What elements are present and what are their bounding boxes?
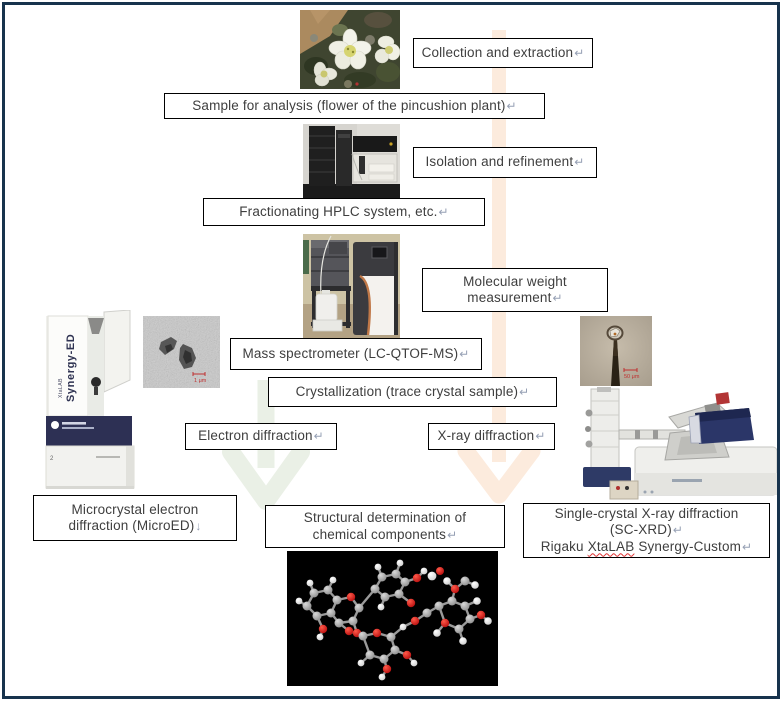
label-text: (SC-XRD) [609, 522, 672, 538]
paragraph-mark: ↵ [506, 98, 517, 113]
label-structural-determination [265, 505, 505, 548]
label-text: Isolation and refinement [425, 154, 574, 170]
paragraph-mark: ↵ [672, 523, 684, 538]
label-text: Single-crystal X-ray diffraction [554, 505, 739, 521]
label-text: X-ray diffraction [437, 428, 535, 444]
label-molecular-weight-measurement [422, 268, 608, 312]
molecule-photo [287, 551, 498, 686]
label-text: Sample for analysis (flower of the pincushion plant) [192, 97, 506, 113]
label-text: Collection and extraction [421, 44, 574, 60]
label-sample-for-analysis [164, 93, 545, 119]
label-crystallization [268, 377, 557, 407]
label-text: Structural determination of [303, 510, 467, 526]
label-sc-xrd [523, 503, 770, 558]
synergy-ed-photo [38, 310, 140, 490]
paragraph-mark: ↵ [313, 429, 324, 444]
crystal-loop-photo [580, 316, 652, 386]
label-xray-diffraction [428, 423, 555, 450]
down-arrow-mark: ↓ [195, 519, 202, 533]
label-text: chemical components [312, 526, 447, 542]
synergy-small-label: XtaLAB [58, 378, 64, 398]
paragraph-mark: ↵ [574, 45, 585, 60]
label-isolation-and-refinement [413, 147, 597, 178]
crystal-loop-scale-text: 50 μm [624, 374, 640, 380]
label-text: Crystallization (trace crystal sample) [295, 383, 519, 399]
synergy-big-label: Synergy-ED [65, 333, 77, 402]
label-text: Synergy-Custom [638, 538, 742, 554]
label-text: Molecular weight [463, 273, 567, 289]
electron-micrograph-photo [143, 316, 220, 388]
label-collection-and-extraction [413, 38, 593, 68]
paragraph-mark: ↵ [552, 291, 563, 305]
paragraph-mark: ↵ [438, 204, 449, 219]
flower-photo [300, 10, 400, 89]
paragraph-mark: ↵ [459, 346, 470, 361]
label-mass-spectrometer [230, 338, 482, 370]
synergy-serial-mark: 2 [50, 456, 54, 462]
label-fractionating-hplc [203, 198, 485, 226]
micrograph-scale-text: 1 μm [194, 378, 207, 384]
label-text: measurement [467, 290, 552, 305]
paragraph-mark: ↵ [742, 539, 753, 554]
label-text: Fractionating HPLC system, etc. [239, 203, 438, 219]
xrd-machine-photo [577, 387, 780, 500]
label-text: Mass spectrometer (LC-QTOF-MS) [242, 345, 459, 361]
hplc-photo [303, 124, 400, 198]
label-text: Microcrystal electron [71, 501, 199, 517]
label-text-spellcheck: XtaLAB [587, 538, 635, 554]
paragraph-mark: ↵ [535, 429, 546, 444]
label-text: Rigaku [540, 538, 584, 554]
label-text: Electron diffraction [198, 428, 313, 444]
paragraph-mark: ↵ [519, 384, 530, 399]
label-electron-diffraction [185, 423, 337, 450]
label-text: diffraction (MicroED) [68, 518, 195, 533]
paragraph-mark: ↵ [447, 527, 458, 542]
mass-spectrometer-photo [303, 234, 400, 338]
label-microed [33, 495, 237, 541]
paragraph-mark: ↵ [574, 155, 585, 170]
